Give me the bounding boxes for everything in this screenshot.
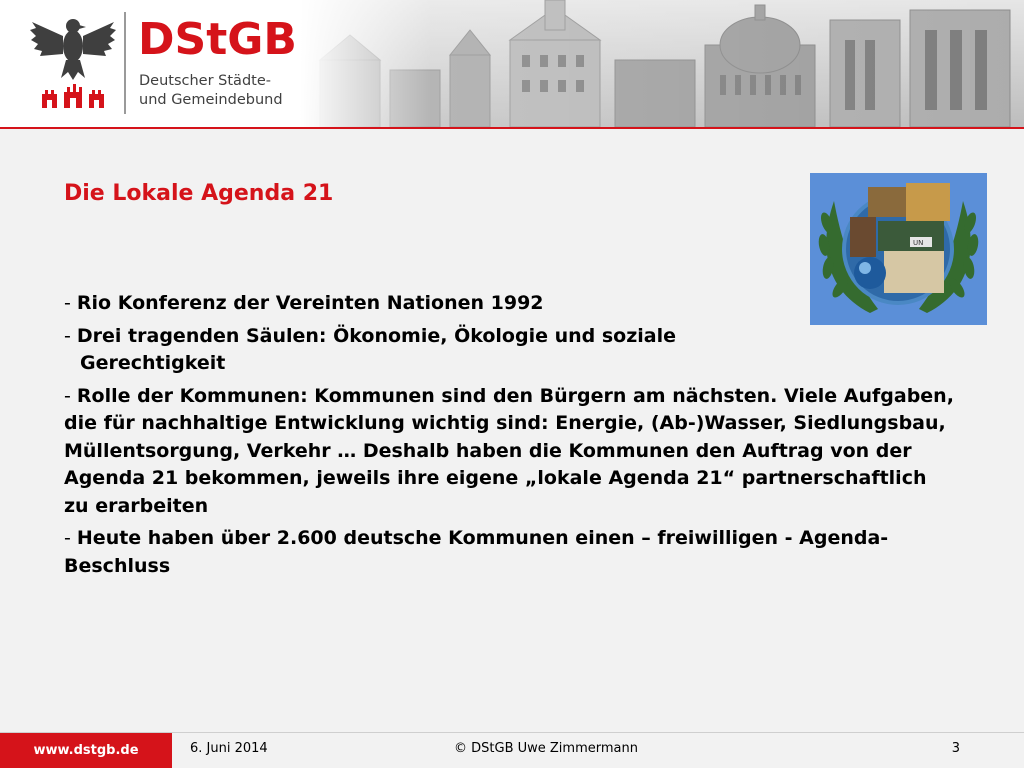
bullet-text: Drei tragenden Säulen: Ökonomie, Ökologie und soziale [76,324,677,347]
bullet-item [64,323,954,378]
slide-body [64,290,954,585]
slide-title: Die Lokale Agenda 21 [64,181,334,206]
bullet-dash: - [64,527,77,549]
header-cityscape-image [300,0,1024,127]
bullet-item [64,525,954,580]
towers-logo-icon [40,84,106,108]
bullet-item [64,290,954,318]
bullet-continuation: Gerechtigkeit [80,352,226,374]
bullet-text: Rolle der Kommunen: Kommunen sind den Bürgern am nächsten. Viele Aufgaben, die für nachhaltige Entwicklung wichtig sind: Energie, (Ab-)Wasser, Siedlungsbau, Müllentsorgung, Verkehr … Deshalb haben die Kommunen den Auftrag von der Agenda 21 bekommen, jeweils ihre eigene „lokale Agenda 21“ partnerschaftlich zu erarbeiten [64,384,954,517]
brand-logo-text: DStGB [138,14,297,65]
footer-date: 6. Juni 2014 [190,741,268,756]
brand-subtitle-line1: Deutscher Städte- [139,73,271,89]
eagle-logo-icon [28,14,118,84]
header-divider [0,127,1024,129]
slide-header [0,0,1024,127]
brand-subtitle-line2: und Gemeindebund [139,92,283,108]
bullet-item [64,383,954,521]
brand-subtitle [139,72,283,110]
bullet-text: Heute haben über 2.600 deutsche Kommunen einen – freiwilligen - Agenda-Beschluss [64,527,889,577]
un-badge-text: UN [913,239,924,247]
slide-footer [0,732,1024,768]
bullet-dash: - [64,384,77,407]
website-link[interactable]: www.dstgb.de [0,733,172,768]
page-number: 3 [951,741,960,756]
bullet-dash: - [64,324,77,347]
footer-copyright: © DStGB Uwe Zimmermann [454,741,638,756]
bullet-text: Rio Konferenz der Vereinten Nationen 1992 [76,292,544,314]
bullet-dash: - [64,292,77,314]
logo-divider [124,12,126,114]
